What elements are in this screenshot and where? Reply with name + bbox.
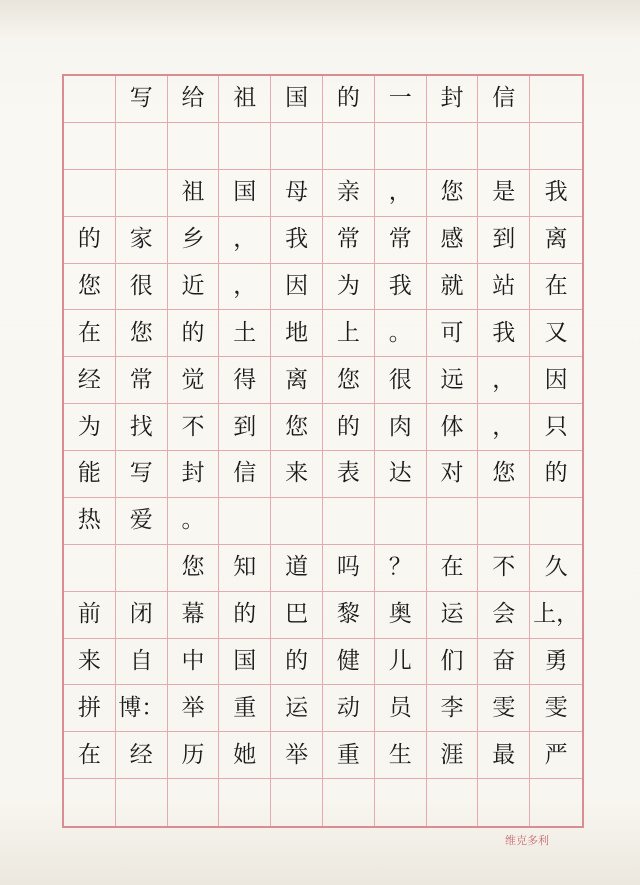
title-char-cell: 封 bbox=[427, 76, 479, 123]
text-char-cell: 李 bbox=[427, 685, 479, 732]
text-char-cell bbox=[168, 123, 220, 170]
empty-grid-cell bbox=[478, 779, 530, 826]
text-char-cell: 拼 bbox=[64, 685, 116, 732]
text-char-cell: 前 bbox=[64, 592, 116, 639]
text-char-cell: 道 bbox=[271, 545, 323, 592]
text-char-cell: 又 bbox=[530, 310, 582, 357]
text-char-cell bbox=[64, 545, 116, 592]
text-char-cell: ， bbox=[219, 217, 271, 264]
text-char-cell: 祖 bbox=[168, 170, 220, 217]
text-char-cell: 就 bbox=[427, 264, 479, 311]
text-char-cell: 运 bbox=[271, 685, 323, 732]
text-char-cell: 员 bbox=[375, 685, 427, 732]
text-char-cell: 自 bbox=[116, 639, 168, 686]
text-char-cell: 们 bbox=[427, 639, 479, 686]
text-char-cell: 生 bbox=[375, 732, 427, 779]
text-char-cell: 爱 bbox=[116, 498, 168, 545]
text-char-cell: 常 bbox=[375, 217, 427, 264]
text-char-cell: 在 bbox=[530, 264, 582, 311]
text-char-cell: 在 bbox=[64, 310, 116, 357]
text-char-cell: 经 bbox=[64, 357, 116, 404]
text-char-cell: 涯 bbox=[427, 732, 479, 779]
empty-grid-cell bbox=[219, 779, 271, 826]
text-char-cell: 觉 bbox=[168, 357, 220, 404]
text-char-cell: 的 bbox=[323, 404, 375, 451]
text-char-cell bbox=[323, 498, 375, 545]
text-char-cell: ， bbox=[478, 404, 530, 451]
text-char-cell: 博： bbox=[116, 685, 168, 732]
text-char-cell: 我 bbox=[375, 264, 427, 311]
text-char-cell: 的 bbox=[530, 451, 582, 498]
text-char-cell: 举 bbox=[271, 732, 323, 779]
text-char-cell: 勇 bbox=[530, 639, 582, 686]
text-char-cell bbox=[427, 498, 479, 545]
text-char-cell bbox=[219, 123, 271, 170]
text-char-cell: 会 bbox=[478, 592, 530, 639]
text-char-cell: 土 bbox=[219, 310, 271, 357]
empty-grid-cell bbox=[271, 779, 323, 826]
text-char-cell: 肉 bbox=[375, 404, 427, 451]
text-char-cell: 近 bbox=[168, 264, 220, 311]
text-char-cell bbox=[116, 170, 168, 217]
text-char-cell: 吗 bbox=[323, 545, 375, 592]
text-char-cell: 可 bbox=[427, 310, 479, 357]
writing-grid bbox=[62, 74, 584, 828]
text-char-cell: 的 bbox=[168, 310, 220, 357]
text-char-cell: 久 bbox=[530, 545, 582, 592]
text-char-cell: 您 bbox=[271, 404, 323, 451]
title-char-cell bbox=[64, 76, 116, 123]
text-char-cell bbox=[64, 123, 116, 170]
text-char-cell: ， bbox=[375, 170, 427, 217]
text-char-cell: 奋 bbox=[478, 639, 530, 686]
text-char-cell: 。 bbox=[375, 310, 427, 357]
text-char-cell: 健 bbox=[323, 639, 375, 686]
title-char-cell: 信 bbox=[478, 76, 530, 123]
text-char-cell: 热 bbox=[64, 498, 116, 545]
text-char-cell bbox=[219, 498, 271, 545]
text-char-cell: 封 bbox=[168, 451, 220, 498]
text-char-cell: 她 bbox=[219, 732, 271, 779]
text-char-cell bbox=[478, 123, 530, 170]
text-char-cell: 举 bbox=[168, 685, 220, 732]
text-char-cell: 家 bbox=[116, 217, 168, 264]
text-char-cell: 来 bbox=[271, 451, 323, 498]
empty-grid-cell bbox=[375, 779, 427, 826]
text-char-cell: 您 bbox=[116, 310, 168, 357]
text-char-cell bbox=[530, 123, 582, 170]
text-char-cell: 到 bbox=[219, 404, 271, 451]
text-char-cell: 国 bbox=[219, 639, 271, 686]
text-char-cell: 到 bbox=[478, 217, 530, 264]
text-char-cell: 因 bbox=[530, 357, 582, 404]
text-char-cell: 地 bbox=[271, 310, 323, 357]
text-char-cell: 找 bbox=[116, 404, 168, 451]
title-char-cell: 一 bbox=[375, 76, 427, 123]
text-char-cell: 离 bbox=[271, 357, 323, 404]
title-char-cell: 国 bbox=[271, 76, 323, 123]
text-char-cell: 雯 bbox=[478, 685, 530, 732]
text-char-cell: 能 bbox=[64, 451, 116, 498]
text-char-cell: 常 bbox=[116, 357, 168, 404]
text-char-cell: 达 bbox=[375, 451, 427, 498]
empty-grid-cell bbox=[427, 779, 479, 826]
text-char-cell: 对 bbox=[427, 451, 479, 498]
text-char-cell: 离 bbox=[530, 217, 582, 264]
text-char-cell: 因 bbox=[271, 264, 323, 311]
text-char-cell: 很 bbox=[116, 264, 168, 311]
text-char-cell: 表 bbox=[323, 451, 375, 498]
text-char-cell: 我 bbox=[271, 217, 323, 264]
empty-grid-cell bbox=[64, 779, 116, 826]
text-char-cell: 经 bbox=[116, 732, 168, 779]
text-char-cell bbox=[427, 123, 479, 170]
text-char-cell: 上， bbox=[530, 592, 582, 639]
text-char-cell: 运 bbox=[427, 592, 479, 639]
text-char-cell: 奥 bbox=[375, 592, 427, 639]
watermark: 维克多利 bbox=[505, 834, 549, 847]
text-char-cell: 闭 bbox=[116, 592, 168, 639]
text-char-cell bbox=[375, 498, 427, 545]
text-char-cell: 亲 bbox=[323, 170, 375, 217]
text-char-cell: 信 bbox=[219, 451, 271, 498]
text-char-cell: 国 bbox=[219, 170, 271, 217]
text-char-cell: 不 bbox=[478, 545, 530, 592]
text-char-cell bbox=[116, 123, 168, 170]
text-char-cell: 只 bbox=[530, 404, 582, 451]
text-char-cell: 的 bbox=[64, 217, 116, 264]
text-char-cell: 幕 bbox=[168, 592, 220, 639]
text-char-cell: 您 bbox=[323, 357, 375, 404]
text-char-cell: 感 bbox=[427, 217, 479, 264]
text-char-cell: 的 bbox=[219, 592, 271, 639]
text-char-cell: 我 bbox=[530, 170, 582, 217]
title-char-cell: 的 bbox=[323, 76, 375, 123]
text-char-cell: 常 bbox=[323, 217, 375, 264]
text-char-cell: 体 bbox=[427, 404, 479, 451]
empty-grid-cell bbox=[116, 779, 168, 826]
text-char-cell bbox=[530, 498, 582, 545]
text-char-cell: 重 bbox=[219, 685, 271, 732]
text-char-cell: 为 bbox=[323, 264, 375, 311]
text-char-cell: 在 bbox=[64, 732, 116, 779]
text-char-cell: 巴 bbox=[271, 592, 323, 639]
text-char-cell: 在 bbox=[427, 545, 479, 592]
text-char-cell: ？ bbox=[375, 545, 427, 592]
text-char-cell: 最 bbox=[478, 732, 530, 779]
text-char-cell bbox=[271, 123, 323, 170]
text-char-cell bbox=[271, 498, 323, 545]
text-char-cell bbox=[375, 123, 427, 170]
text-char-cell: 您 bbox=[168, 545, 220, 592]
text-char-cell: 重 bbox=[323, 732, 375, 779]
empty-grid-cell bbox=[530, 779, 582, 826]
text-char-cell: 中 bbox=[168, 639, 220, 686]
text-char-cell: 得 bbox=[219, 357, 271, 404]
text-char-cell: 。 bbox=[168, 498, 220, 545]
title-char-cell: 给 bbox=[168, 76, 220, 123]
text-char-cell bbox=[64, 170, 116, 217]
text-char-cell bbox=[478, 498, 530, 545]
title-char-cell: 祖 bbox=[219, 76, 271, 123]
empty-grid-cell bbox=[323, 779, 375, 826]
text-char-cell: 站 bbox=[478, 264, 530, 311]
text-char-cell: 儿 bbox=[375, 639, 427, 686]
text-char-cell: 您 bbox=[478, 451, 530, 498]
text-char-cell: 动 bbox=[323, 685, 375, 732]
text-char-cell: 母 bbox=[271, 170, 323, 217]
text-char-cell: 您 bbox=[64, 264, 116, 311]
text-char-cell: ， bbox=[478, 357, 530, 404]
text-char-cell: 黎 bbox=[323, 592, 375, 639]
text-char-cell: 上 bbox=[323, 310, 375, 357]
title-char-cell: 写 bbox=[116, 76, 168, 123]
text-char-cell: 严 bbox=[530, 732, 582, 779]
text-char-cell: 为 bbox=[64, 404, 116, 451]
text-char-cell: 乡 bbox=[168, 217, 220, 264]
text-char-cell: 很 bbox=[375, 357, 427, 404]
text-char-cell: 历 bbox=[168, 732, 220, 779]
text-char-cell: 的 bbox=[271, 639, 323, 686]
text-char-cell: 写 bbox=[116, 451, 168, 498]
text-char-cell: ， bbox=[219, 264, 271, 311]
title-char-cell bbox=[530, 76, 582, 123]
empty-grid-cell bbox=[168, 779, 220, 826]
text-char-cell bbox=[116, 545, 168, 592]
text-char-cell: 雯 bbox=[530, 685, 582, 732]
text-char-cell: 我 bbox=[478, 310, 530, 357]
text-char-cell: 知 bbox=[219, 545, 271, 592]
text-char-cell: 不 bbox=[168, 404, 220, 451]
text-char-cell: 来 bbox=[64, 639, 116, 686]
text-char-cell: 是 bbox=[478, 170, 530, 217]
text-char-cell bbox=[323, 123, 375, 170]
text-char-cell: 远 bbox=[427, 357, 479, 404]
text-char-cell: 您 bbox=[427, 170, 479, 217]
